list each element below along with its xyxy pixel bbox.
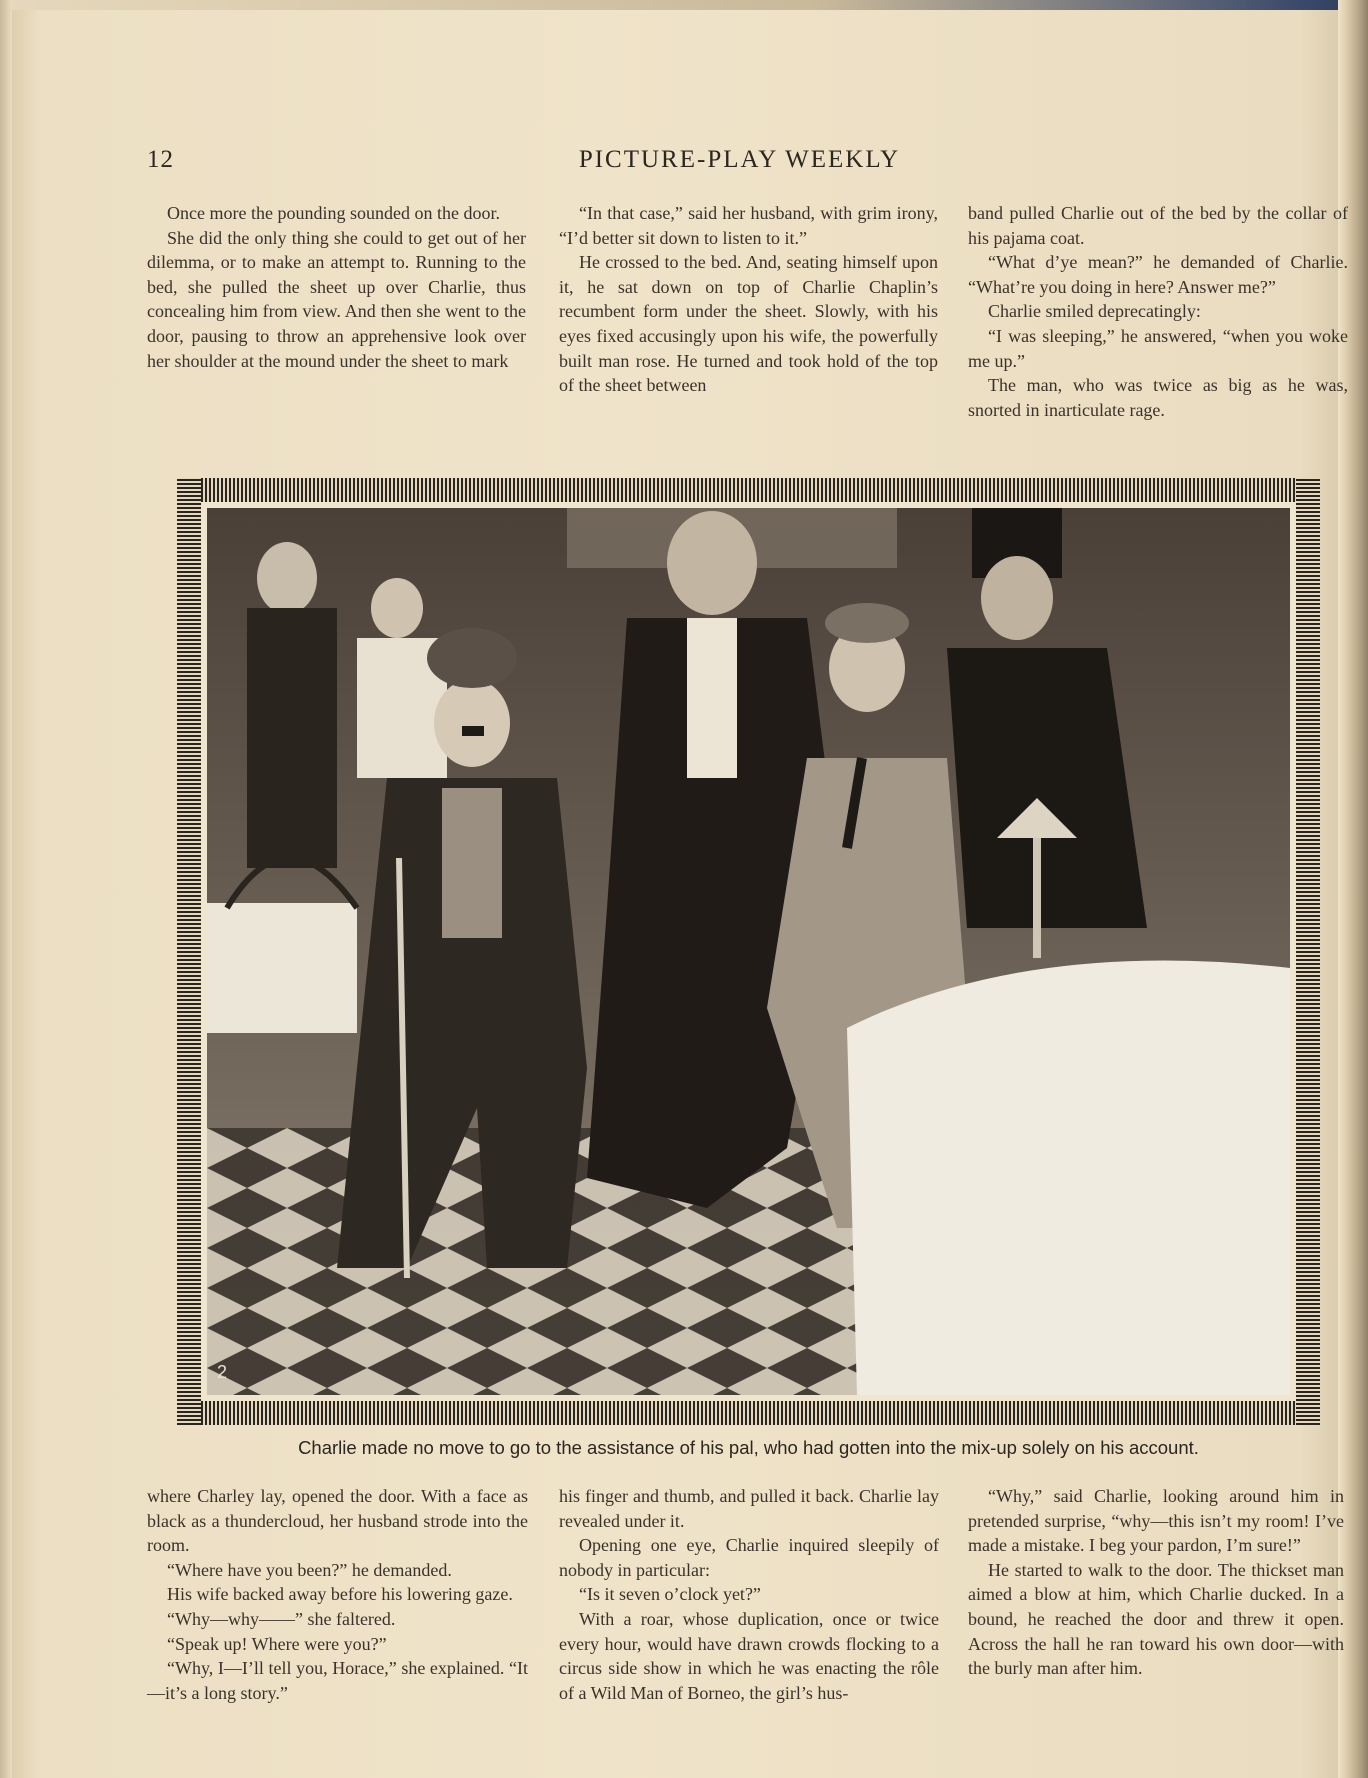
charlie-bowler-hat <box>427 628 517 688</box>
photo-caption: Charlie made no move to go to the assistance of his pal, who had gotten into the mix-up solely on his account. <box>298 1437 1199 1458</box>
paragraph: He started to walk to the door. The thickset man aimed a blow at him, which Charlie ducked. In a bound, he reached the door and threw it open. Across the hall he ran toward his own door—with the burly man after him. <box>968 1559 1344 1679</box>
big-man-head <box>667 511 757 615</box>
running-head: PICTURE-PLAY WEEKLY <box>578 146 901 173</box>
frame-left-border <box>177 478 201 1425</box>
paragraph: “What d’ye mean?” he demanded of Charlie. “What’re you doing in here? Answer me?” <box>968 252 1348 297</box>
left-page-edge <box>0 0 12 1778</box>
page-header <box>147 146 1332 180</box>
paragraph: The man, who was twice as big as he was, snorted in inarticulate rage. <box>968 375 1348 420</box>
big-man-shirt <box>687 618 737 778</box>
bystander-suit-left <box>247 608 337 868</box>
text-column-1-bottom <box>147 1484 528 1705</box>
page-number: 12 <box>147 146 174 173</box>
paragraph: His wife backed away before his lowering gaze. <box>167 1584 513 1605</box>
woman-head <box>371 578 423 638</box>
paragraph: “Why,” said Charlie, looking around him in pretended surprise, “why—this isn’t my room! I’ve made a mistake. I beg your pardon, I’m sure!” <box>968 1486 1344 1556</box>
right-table <box>847 961 1290 1396</box>
paragraph: “Speak up! Where were you?” <box>167 1633 387 1654</box>
text-column-3-bottom <box>968 1484 1344 1681</box>
text-column-1-top <box>147 201 526 373</box>
charlie-vest <box>442 788 502 938</box>
photo-mat <box>201 502 1296 1401</box>
charlie-face <box>434 679 510 767</box>
paragraph: With a roar, whose duplication, once or twice every hour, would have drawn crowds flocking to a circus side show in which he was enacting the rôle of a Wild Man of Borneo, the girl’s hus- <box>559 1608 939 1703</box>
paragraph: She did the only thing she could to get out of her dilemma, or to make an attempt to. Running to the bed, she pulled the sheet up over Charlie, thus concealing him from view. And then she went to the door, pausing to throw an apprehensive look over her shoulder at the mound under the sheet to mark <box>147 227 526 371</box>
plate-number: 2 <box>217 1362 228 1382</box>
paragraph: “Where have you been?” he demanded. <box>167 1559 452 1580</box>
paragraph: “In that case,” said her husband, with grim irony, “I’d better sit down to listen to it.” <box>559 203 938 248</box>
top-hat-man-face <box>981 556 1053 640</box>
paragraph: Once more the pounding sounded on the door. <box>167 203 500 223</box>
text-column-3-top <box>968 201 1348 422</box>
paragraph: Opening one eye, Charlie inquired sleepily of nobody in particular: <box>559 1535 939 1580</box>
table-lamp-stand <box>1033 838 1041 958</box>
frame-right-border <box>1296 478 1320 1425</box>
paragraph: “Why—why——” she faltered. <box>167 1608 396 1629</box>
film-still-photo <box>207 508 1290 1395</box>
paragraph: “I was sleeping,” he answered, “when you woke me up.” <box>968 325 1348 371</box>
paragraph: He crossed to the bed. And, seating himself upon it, he sat down on top of Charlie Chaplin’s recumbent form under the sheet. Slowly, with his eyes fixed accusingly upon his wife, the powerfully built man rose. He turned and took hold of the top of the sheet between <box>559 252 938 396</box>
bystander-head-left <box>257 542 317 614</box>
paragraph: “Why, I—I’ll tell you, Horace,” she explained. “It—it’s a long story.” <box>147 1658 528 1703</box>
text-column-2-top <box>559 201 938 398</box>
paragraph: “Is it seven o’clock yet?” <box>579 1584 761 1605</box>
text-column-2-bottom <box>559 1484 939 1705</box>
photo-frame <box>177 478 1320 1425</box>
left-table <box>207 903 357 1033</box>
paragraph: where Charley lay, opened the door. With a face as black as a thundercloud, her husband strode into the room. <box>147 1486 528 1556</box>
paragraph: his finger and thumb, and pulled it back. Charlie lay revealed under it. <box>559 1486 939 1531</box>
charlie-moustache <box>462 726 484 736</box>
paragraph: band pulled Charlie out of the bed by the collar of his pajama coat. <box>968 203 1348 248</box>
paragraph: Charlie smiled deprecatingly: <box>988 301 1201 322</box>
top-edge <box>0 0 1368 10</box>
pal-cap <box>825 603 909 643</box>
